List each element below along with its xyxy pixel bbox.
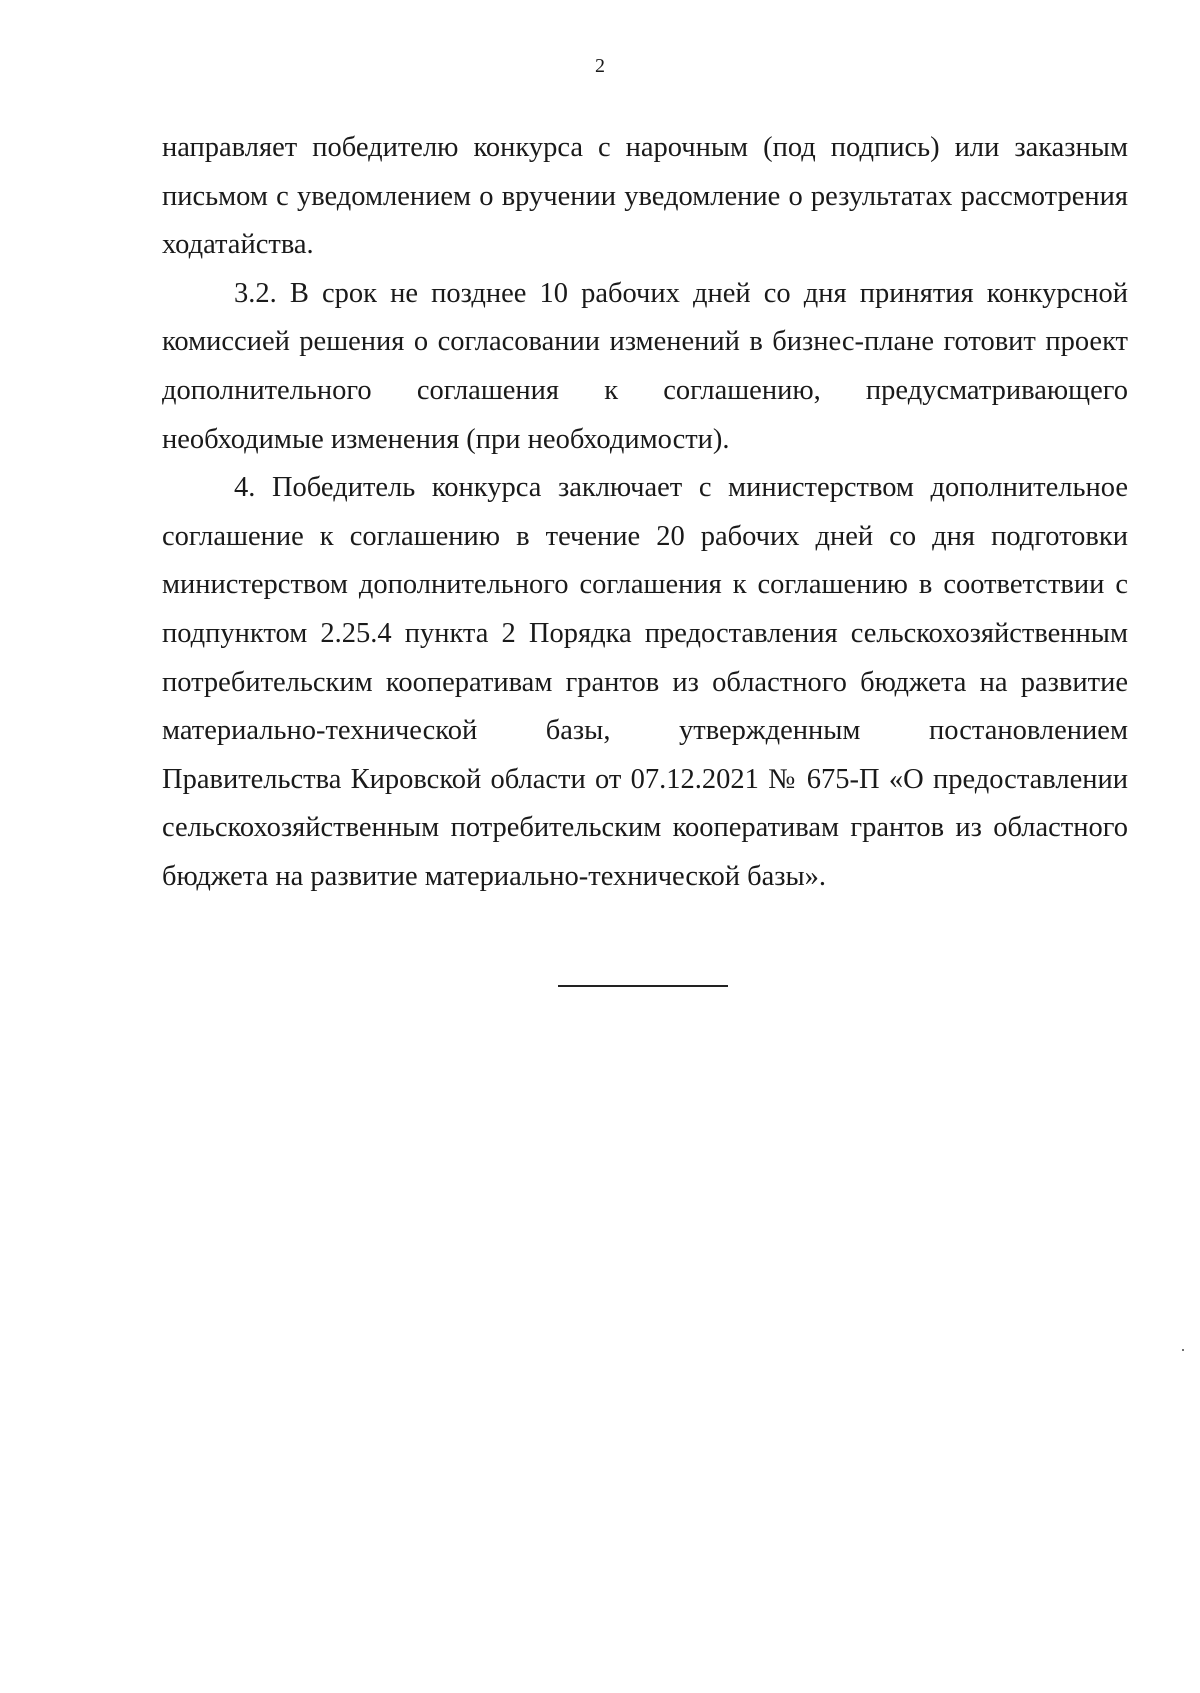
page-number: 2 <box>595 55 605 77</box>
paragraph-item-3-2: 3.2. В срок не позднее 10 рабочих дней со дня принятия конкурсной комиссией решения о согласовании изменений в бизнес-плане готовит проект дополнительного соглашения к соглашению, предусматривающего необходимые изменения (при необходимости). <box>162 277 1128 455</box>
paragraph-continuation: направляет победителю конкурса с нарочным (под подпись) или заказным письмом с уведомлением о вручении уведомление о результатах рассмотрения ходатайства. <box>162 132 1128 261</box>
paragraph-item-4: 4. Победитель конкурса заключает с министерством дополнительное соглашение к соглашению в течение 20 рабочих дней со дня подготовки министерством дополнительного соглашения к соглашению в соответствии с подпунктом 2.25.4 пункта 2 Порядка предоставления сельскохозяйственным потребительским кооперативам грантов из областного бюджета на развитие материально-технической базы, утвержденным постановлением Правительства Кировской области от 07.12.2021 № 675-П «О предоставлении сельскохозяйственным потребительским кооперативам грантов из областного бюджета на развитие материально-технической базы». <box>162 472 1128 892</box>
end-of-document-rule <box>558 985 728 987</box>
scan-speck <box>1182 1349 1184 1351</box>
document-body <box>162 124 1128 902</box>
